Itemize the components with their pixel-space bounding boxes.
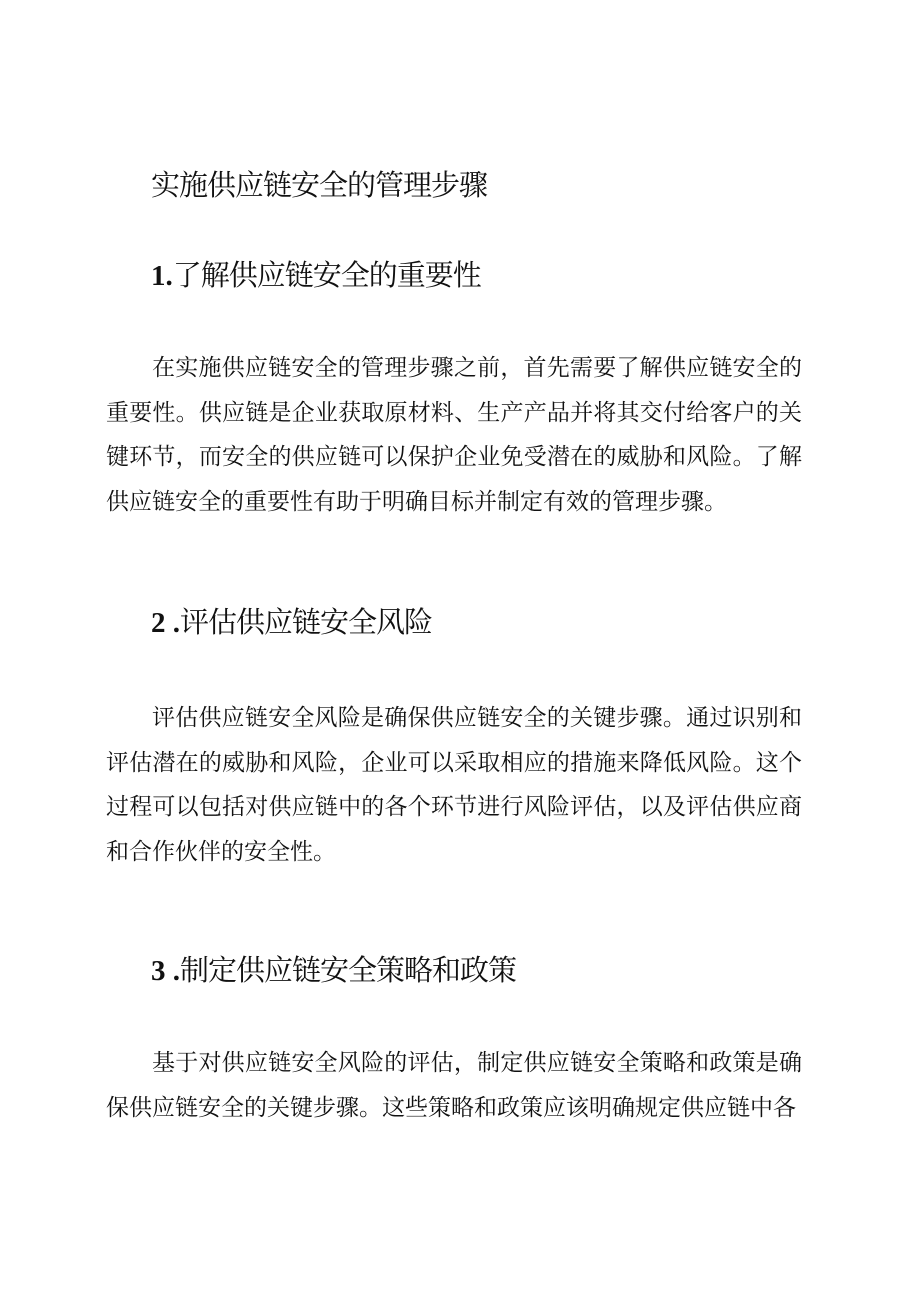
section-1-heading — [151, 256, 481, 295]
section-3-body: 基于对供应链安全风险的评估，制定供应链安全策略和政策是确保供应链安全的关键步骤。这些策略和政策应该明确规定供应链中各 — [106, 1050, 802, 1121]
document-title: 实施供应链安全的管理步骤 — [151, 168, 488, 202]
section-3-heading — [151, 951, 516, 990]
section-2-heading-text: 评估供应链安全风险 — [180, 605, 433, 639]
section-1-body: 在实施供应链安全的管理步骤之前，首先需要了解供应链安全的重要性。供应链是企业获取原材料、生产产品并将其交付给客户的关键环节，而安全的供应链可以保护企业免受潜在的威胁和风险。了解供应链安全的重要性有助于明确目标并制定有效的管理步骤。 — [106, 355, 802, 515]
section-1-heading-text: 了解供应链安全的重要性 — [172, 258, 481, 292]
section-3-number: 3 . — [151, 955, 180, 987]
section-2-body: 评估供应链安全风险是确保供应链安全的关键步骤。通过识别和评估潜在的威胁和风险，企业可以采取相应的措施来降低风险。这个过程可以包括对供应链中的各个环节进行风险评估，以及评估供应商和合作伙伴的安全性。 — [106, 705, 802, 865]
section-3-heading-text: 制定供应链安全策略和政策 — [180, 953, 517, 987]
section-1-number: 1. — [151, 260, 173, 292]
section-2-number: 2 . — [151, 607, 180, 639]
section-2-heading — [151, 603, 432, 642]
